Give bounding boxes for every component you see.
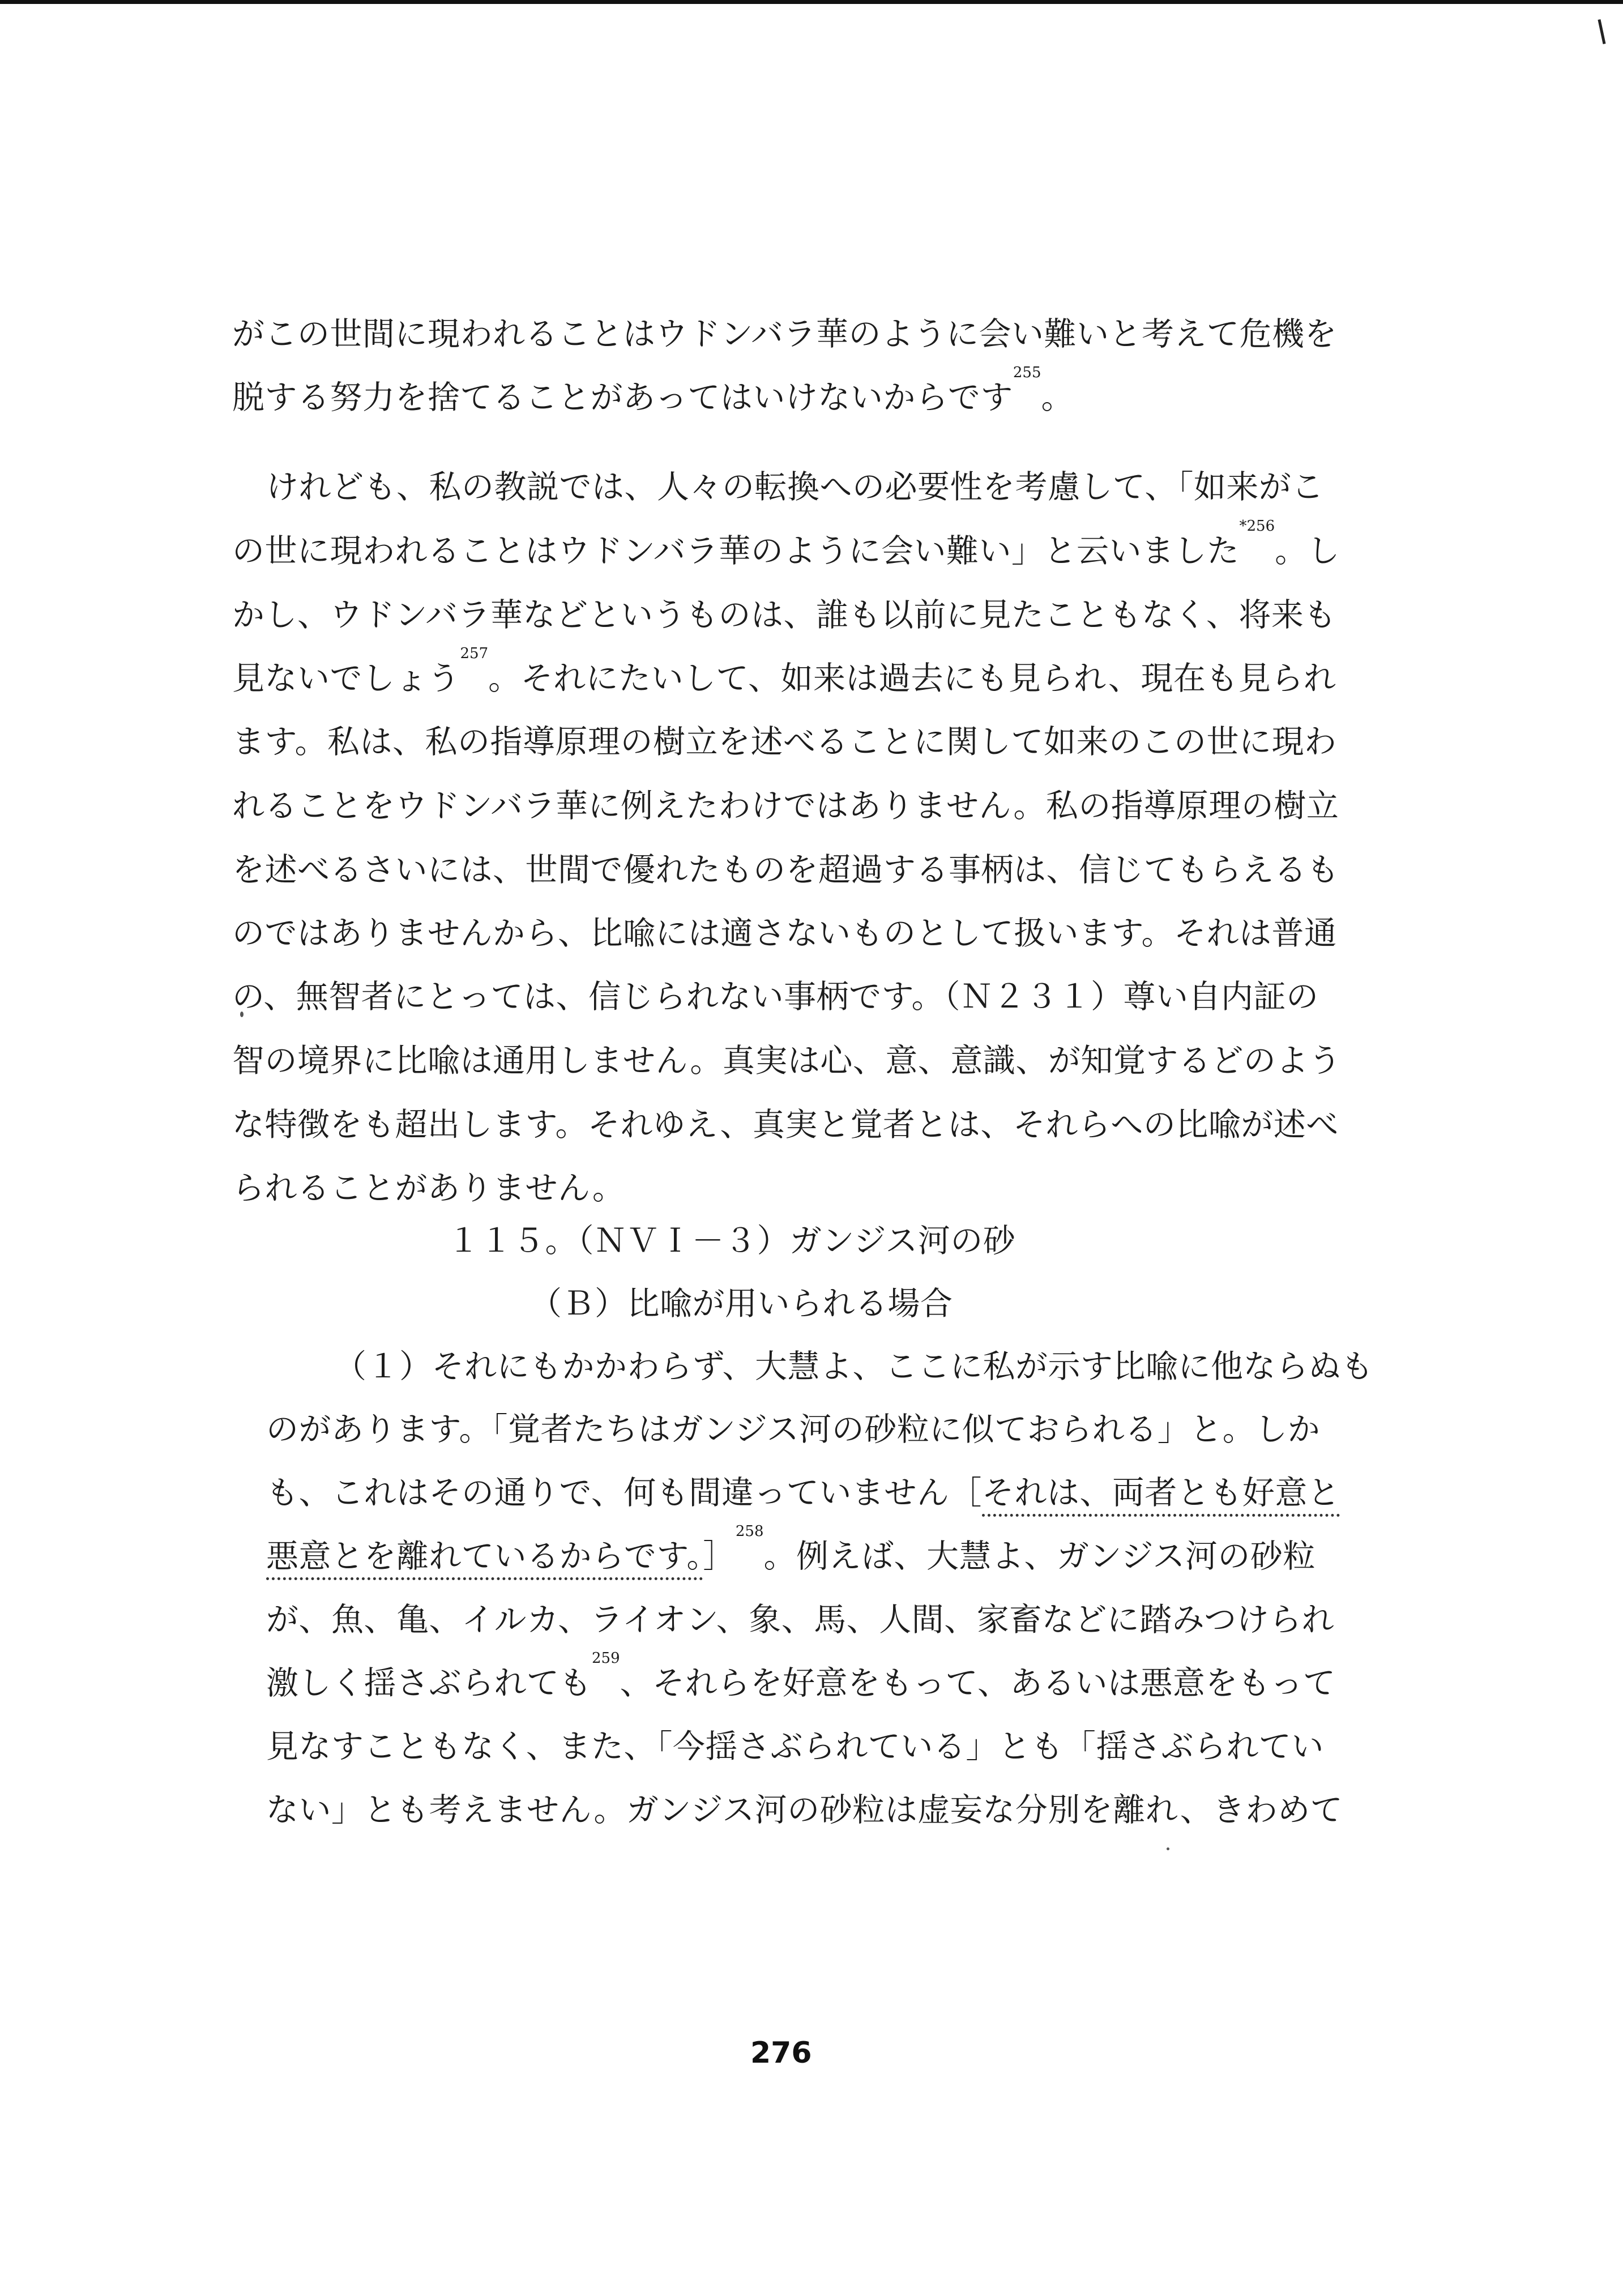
text: の、無智者にとっては、信じられない事柄です。（Ｎ２３１）尊い自内証の	[232, 978, 1319, 1015]
text: 激しく揺さぶられても	[266, 1665, 592, 1702]
body-line	[266, 1725, 1324, 1768]
body-line	[232, 1167, 625, 1210]
text: 。	[1041, 379, 1074, 416]
section-heading	[447, 1219, 1015, 1262]
body-line	[232, 645, 1336, 700]
dotted-underline-text: 悪意とを離れているからです。	[266, 1538, 703, 1580]
body-line	[232, 313, 1337, 356]
text: 脱する努力を捨てることがあってはいけないからです	[232, 379, 1013, 416]
footnote-ref: 257	[460, 645, 489, 662]
section-subheading	[529, 1282, 953, 1325]
body-line	[232, 784, 1339, 827]
body-line	[232, 518, 1340, 573]
text: の世に現われることはウドンバラ華のように会い難い」と云いました	[232, 532, 1240, 570]
footnote-ref: 255	[1013, 364, 1041, 381]
text: けれども、私の教説では、人々の転換への必要性を考慮して、「如来がこ	[266, 468, 1324, 506]
text: 。し	[1275, 532, 1340, 570]
text: 、それらを好意をもって、あるいは悪意をもって	[620, 1665, 1336, 1702]
text: を述べるさいには、世間で優れたものを超過する事柄は、信じてもらえるも	[232, 851, 1339, 889]
dotted-underline-text: それは、両者とも好意と	[982, 1474, 1340, 1517]
text: が、魚、亀、イルカ、ライオン、象、馬、人間、家畜などに踏みつけられ	[266, 1601, 1335, 1638]
text: 。例えば、大慧よ、ガンジス河の砂粒	[763, 1538, 1316, 1575]
text: ます。私は、私の指導原理の樹立を述べることに関して如来のこの世に現わ	[232, 723, 1337, 761]
text: のではありませんから、比喩には適さないものとして扱います。それは普通	[232, 915, 1337, 952]
text: （１）それにもかかわらず、大慧よ、ここに私が示す比喩に他ならぬも	[334, 1348, 1374, 1385]
footnote-ref: 258	[735, 1523, 764, 1540]
text: 見ないでしょう	[232, 660, 460, 697]
body-line	[232, 594, 1336, 637]
text: かし、ウドンバラ華などというものは、誰も以前に見たこともなく、将来も	[232, 596, 1336, 634]
footnote-ref: *256	[1239, 518, 1275, 535]
text: れることをウドンバラ華に例えたわけではありません。私の指導原理の樹立	[232, 787, 1339, 825]
text: 。それにたいして、如来は過去にも見られ、現在も見られ	[488, 660, 1336, 697]
body-line	[266, 1408, 1320, 1451]
body-line	[232, 720, 1336, 763]
body-line	[266, 1650, 1336, 1705]
text: な特徴をも超出します。それゆえ、真実と覚者とは、それらへの比喩が述べ	[232, 1106, 1339, 1143]
body-line	[266, 1598, 1334, 1641]
section-title: １１５。（ＮＶＩ－３）ガンジス河の砂	[447, 1222, 1016, 1260]
text: 見なすこともなく、また、「今揺さぶられている」とも「揺さぶられてい	[266, 1728, 1324, 1765]
text: 智の境界に比喩は通用しません。真実は心、意、意識、が知覚するどのよう	[232, 1042, 1342, 1079]
text: られることがありません。	[232, 1170, 625, 1207]
body-line	[232, 1039, 1341, 1082]
body-line	[266, 1789, 1343, 1832]
body-line	[334, 1345, 1373, 1388]
text: ］	[703, 1538, 736, 1575]
body-line	[266, 1471, 1340, 1514]
body-line	[232, 912, 1336, 955]
body-line	[232, 848, 1339, 891]
body-line	[232, 975, 1319, 1018]
section-subtitle: （Ｂ）比喩が用いられる場合	[529, 1285, 953, 1322]
text: がこの世間に現われることはウドンバラ華のように会い難いと考えて危機を	[232, 315, 1338, 353]
text: ない」とも考えません。ガンジス河の砂粒は虚妄な分別を離れ、きわめて	[266, 1791, 1343, 1829]
text: のがあります。「覚者たちはガンジス河の砂粒に似ておられる」と。しか	[266, 1411, 1321, 1448]
footnote-ref: 259	[592, 1650, 620, 1667]
page-number: 276	[750, 2036, 812, 2070]
body-line	[232, 1103, 1339, 1146]
body-line	[232, 364, 1074, 419]
body-line	[266, 1523, 1316, 1578]
text: も、これはその通りで、何も間違っていません［	[266, 1474, 982, 1512]
body-line	[266, 466, 1324, 509]
